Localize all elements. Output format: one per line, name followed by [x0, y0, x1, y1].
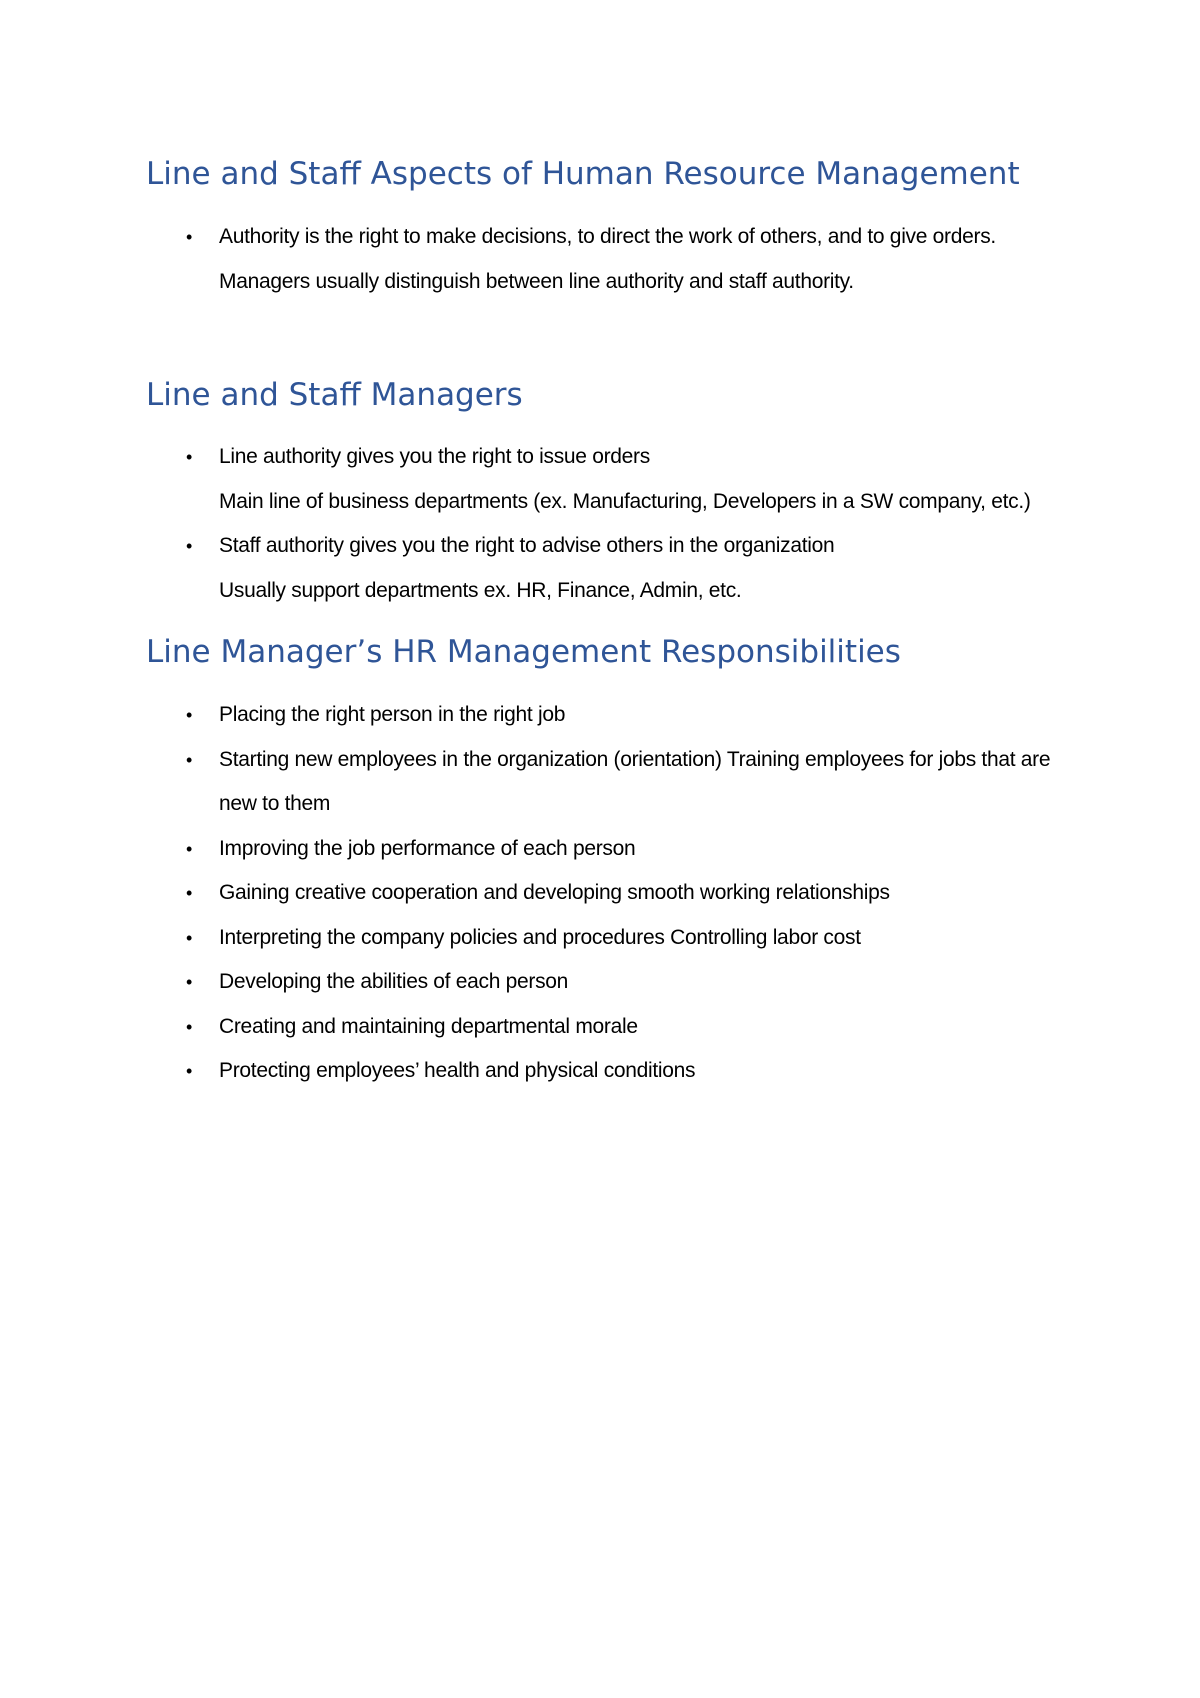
list-item-text: Protecting employees’ health and physical conditions: [219, 1059, 696, 1082]
section-heading: Line and Staff Managers: [146, 377, 523, 413]
list-item-text: Gaining creative cooperation and developing smooth working relationships: [219, 881, 890, 904]
list-item-text: Staff authority gives you the right to advise others in the organization: [219, 534, 835, 557]
list-item-subtext: Usually support departments ex. HR, Finance, Admin, etc.: [219, 578, 742, 602]
bullet-icon: •: [186, 927, 193, 948]
bullet-icon: •: [186, 447, 193, 467]
bullet-icon: •: [186, 705, 193, 725]
list-item-text: Interpreting the company policies and procedures Controlling labor cost: [219, 925, 861, 949]
bullet-icon: •: [186, 838, 193, 859]
list-item: [146, 916, 1076, 961]
list-item-text: Developing the abilities of each person: [219, 970, 569, 993]
list-item: [146, 435, 1076, 524]
bullet-icon: •: [186, 972, 193, 992]
bullet-icon: •: [186, 1061, 193, 1081]
list-item-text: Placing the right person in the right job: [219, 703, 566, 726]
list-item: [146, 693, 1076, 738]
list-item-text: Starting new employees in the organization (orientation) Training employees for jobs that are new to them: [219, 747, 1051, 815]
list-item: [146, 827, 1076, 872]
bullet-list: [146, 435, 1076, 613]
section-line-and-staff-aspects: [146, 152, 1076, 304]
list-item: [146, 960, 1076, 1005]
section-line-manager-hr-responsibilities: [146, 630, 1076, 1094]
bullet-icon: •: [186, 1016, 193, 1037]
list-item: [146, 871, 1076, 916]
bullet-icon: •: [186, 749, 193, 770]
section-heading: Line Manager’s HR Management Responsibilities: [146, 634, 901, 670]
list-item: [146, 524, 1076, 613]
list-item-text: Creating and maintaining departmental morale: [219, 1014, 638, 1038]
list-item: [146, 738, 1076, 827]
list-item: [146, 215, 1076, 304]
bullet-icon: •: [186, 883, 193, 903]
document-body: [146, 152, 1076, 1094]
section-line-and-staff-managers: [146, 373, 1076, 613]
bullet-icon: •: [186, 536, 193, 556]
section-heading: Line and Staff Aspects of Human Resource Management: [146, 156, 1020, 192]
bullet-icon: •: [186, 227, 193, 247]
list-item-subtext: Main line of business departments (ex. Manufacturing, Developers in a SW company, etc.): [219, 489, 1031, 513]
bullet-list: [146, 215, 1076, 304]
list-item: [146, 1005, 1076, 1050]
bullet-list: [146, 693, 1076, 1094]
list-item-text: Authority is the right to make decisions, to direct the work of others, and to give orders. Managers usually distinguish between line authority and staff authority.: [219, 225, 996, 293]
list-item-text: Line authority gives you the right to issue orders: [219, 445, 650, 468]
list-item-text: Improving the job performance of each person: [219, 836, 636, 860]
list-item: [146, 1049, 1076, 1094]
